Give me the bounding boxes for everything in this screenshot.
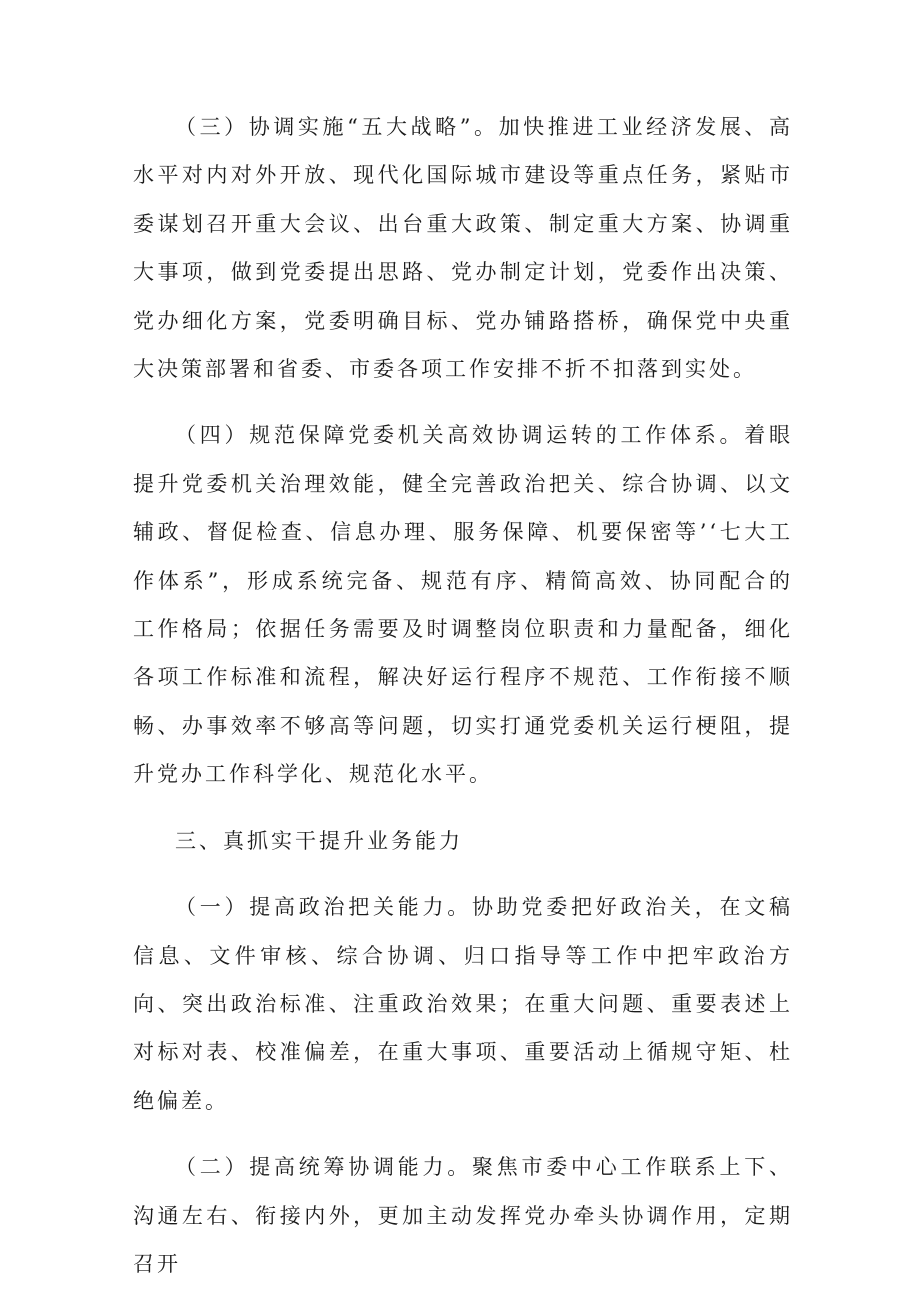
paragraph-coordination-ability: （二）提高统筹协调能力。聚焦市委中心工作联系上下、沟通左右、衔接内外，更加主动发挥党办牵头协调作用，定期召开 bbox=[133, 1155, 793, 1276]
section-heading: 三、真抓实干提升业务能力 bbox=[175, 828, 463, 853]
paragraph-coordinate-five-strategies: （三）协调实施“五大战略”。加快推进工业经济发展、高水平对内对外开放、现代化国际城市建设等重点任务，紧贴市委谋划召开重大会议、出台重大政策、制定重大方案、协调重大事项，做到党委提出思路、党办制定计划，党委作出决策、党办细化方案，党委明确目标、党办铺路搭桥，确保党中央重大决策部署和省委、市委各项工作安排不折不扣落到实处。 bbox=[133, 115, 793, 382]
paragraph-work-system: （四）规范保障党委机关高效协调运转的工作体系。着眼提升党委机关治理效能，健全完善政治把关、综合协调、以文辅政、督促检查、信息办理、服务保障、机要保密等’‘七大工作体系”，形成系统完备、规范有序、精简高效、协同配合的工作格局；依据任务需要及时调整岗位职责和力量配备，细化各项工作标准和流程，解决好运行程序不规范、工作衔接不顺畅、办事效率不够高等问题，切实打通党委机关运行梗阻，提升党办工作科学化、规范化水平。 bbox=[133, 423, 793, 787]
paragraph-political-checking: （一）提高政治把关能力。协助党委把好政治关，在文稿信息、文件审核、综合协调、归口指导等工作中把牢政治方向、突出政治标准、注重政治效果；在重大问题、重要表述上对标对表、校准偏差，在重大事项、重要活动上循规守矩、杜绝偏差。 bbox=[133, 895, 793, 1113]
document-body bbox=[133, 103, 793, 1288]
